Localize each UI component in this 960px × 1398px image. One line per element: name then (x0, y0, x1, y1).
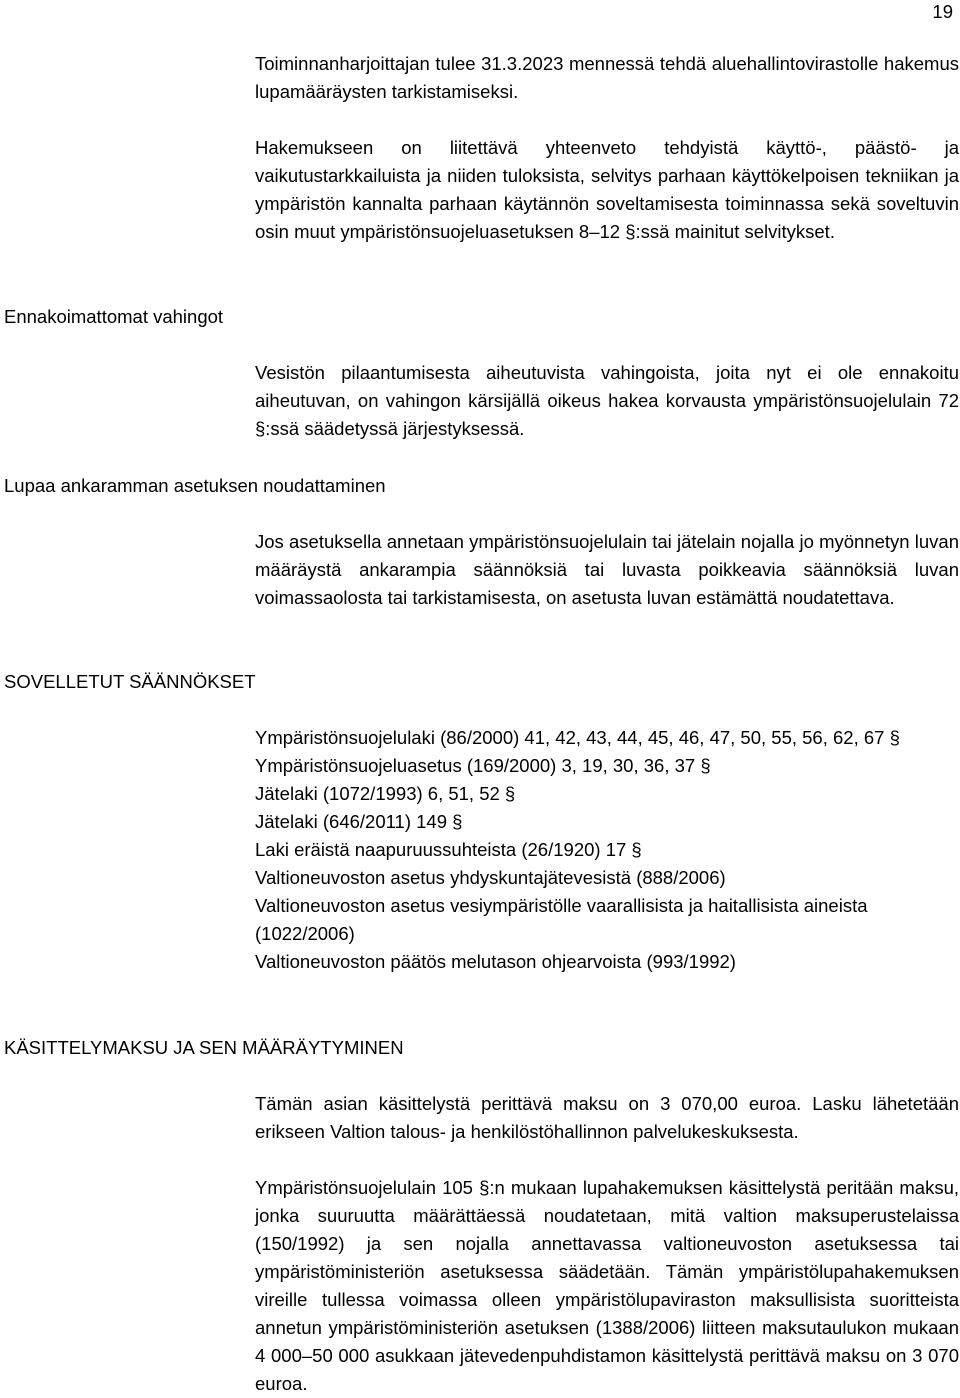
stricter-regulation-text: Jos asetuksella annetaan ympäristönsuojelulain tai jätelain nojalla jo myönnetyn luvan määräystä ankarampia säännöksiä tai luvasta poikkeavia säännöksiä luvan voimassaolosta tai tarkistamisesta, on asetusta luvan estämättä noudatettava. (255, 531, 959, 608)
unforeseen-damage-text: Vesistön pilaantumisesta aiheutuvista vahingoista, joita nyt ei ole ennakoitu aiheutuvan, on vahingon kärsijällä oikeus hakea korvausta ympäristönsuojelulain 72 §:ssä säädetyssä järjestyksessä. (255, 362, 959, 439)
intro-paragraph-1: Toiminnanharjoittajan tulee 31.3.2023 mennessä tehdä aluehallintovirastolle hakemus lupamääräysten tarkistamiseksi. (255, 53, 959, 102)
stricter-regulation-heading: Lupaa ankaramman asetuksen noudattaminen (4, 475, 386, 496)
unforeseen-damage-heading: Ennakoimattomat vahingot (4, 306, 224, 327)
processing-fee-heading: KÄSITTELYMAKSU JA SEN MÄÄRÄYTYMINEN (4, 1037, 404, 1058)
intro-paragraph-2: Hakemukseen on liitettävä yhteenveto tehdyistä käyttö-, päästö- ja vaikutustarkkailuista ja niiden tuloksista, selvitys parhaan käyttökelpoisen tekniikan ja ympäristön kannalta parhaan käytännön soveltamisesta toiminnassa sekä soveltuvin osin muut ympäristönsuojeluasetuksen 8–12 §:ssä mainitut selvitykset. (255, 137, 959, 242)
page-number: 19 (932, 1, 953, 22)
regulation-item: Ympäristönsuojeluasetus (169/2000) 3, 19, 30, 36, 37 § (255, 755, 711, 776)
regulation-item: Valtioneuvoston asetus yhdyskuntajätevesistä (888/2006) (255, 867, 726, 888)
regulation-item: Jätelaki (1072/1993) 6, 51, 52 § (255, 783, 516, 804)
regulation-item: Jätelaki (646/2011) 149 § (255, 811, 463, 832)
regulation-item: Ympäristönsuojelulaki (86/2000) 41, 42, 43, 44, 45, 46, 47, 50, 55, 56, 62, 67 § (255, 727, 900, 748)
applied-regulations-list (255, 724, 959, 976)
regulation-item: Valtioneuvoston päätös melutason ohjearvoista (993/1992) (255, 951, 736, 972)
applied-regulations-heading: SOVELLETUT SÄÄNNÖKSET (4, 671, 256, 692)
processing-fee-paragraph-1: Tämän asian käsittelystä perittävä maksu on 3 070,00 euroa. Lasku lähetetään erikseen Valtion talous- ja henkilöstöhallinnon palvelukeskuksesta. (255, 1093, 959, 1142)
regulation-item: Valtioneuvoston asetus vesiympäristölle vaarallisista ja haitallisista aineista (1022/2006) (255, 895, 868, 944)
processing-fee-paragraph-2: Ympäristönsuojelulain 105 §:n mukaan lupahakemuksen käsittelystä peritään maksu, jonka suuruutta määrättäessä noudatetaan, mitä valtion maksuperustelaissa (150/1992) ja sen nojalla annettavassa valtioneuvoston asetuksessa tai ympäristöministeriön asetuksessa säädetään. Tämän ympäristölupahakemuksen vireille tullessa voimassa olleen ympäristölupaviraston maksullisista suoritteista annetun ympäristöministeriön asetuksen (1388/2006) liitteen maksutaulukon mukaan 4 000–50 000 asukkaan jätevedenpuhdistamon käsittelystä perittävä maksu on 3 070 euroa. (255, 1177, 959, 1394)
regulation-item: Laki eräistä naapuruussuhteista (26/1920) 17 § (255, 839, 642, 860)
